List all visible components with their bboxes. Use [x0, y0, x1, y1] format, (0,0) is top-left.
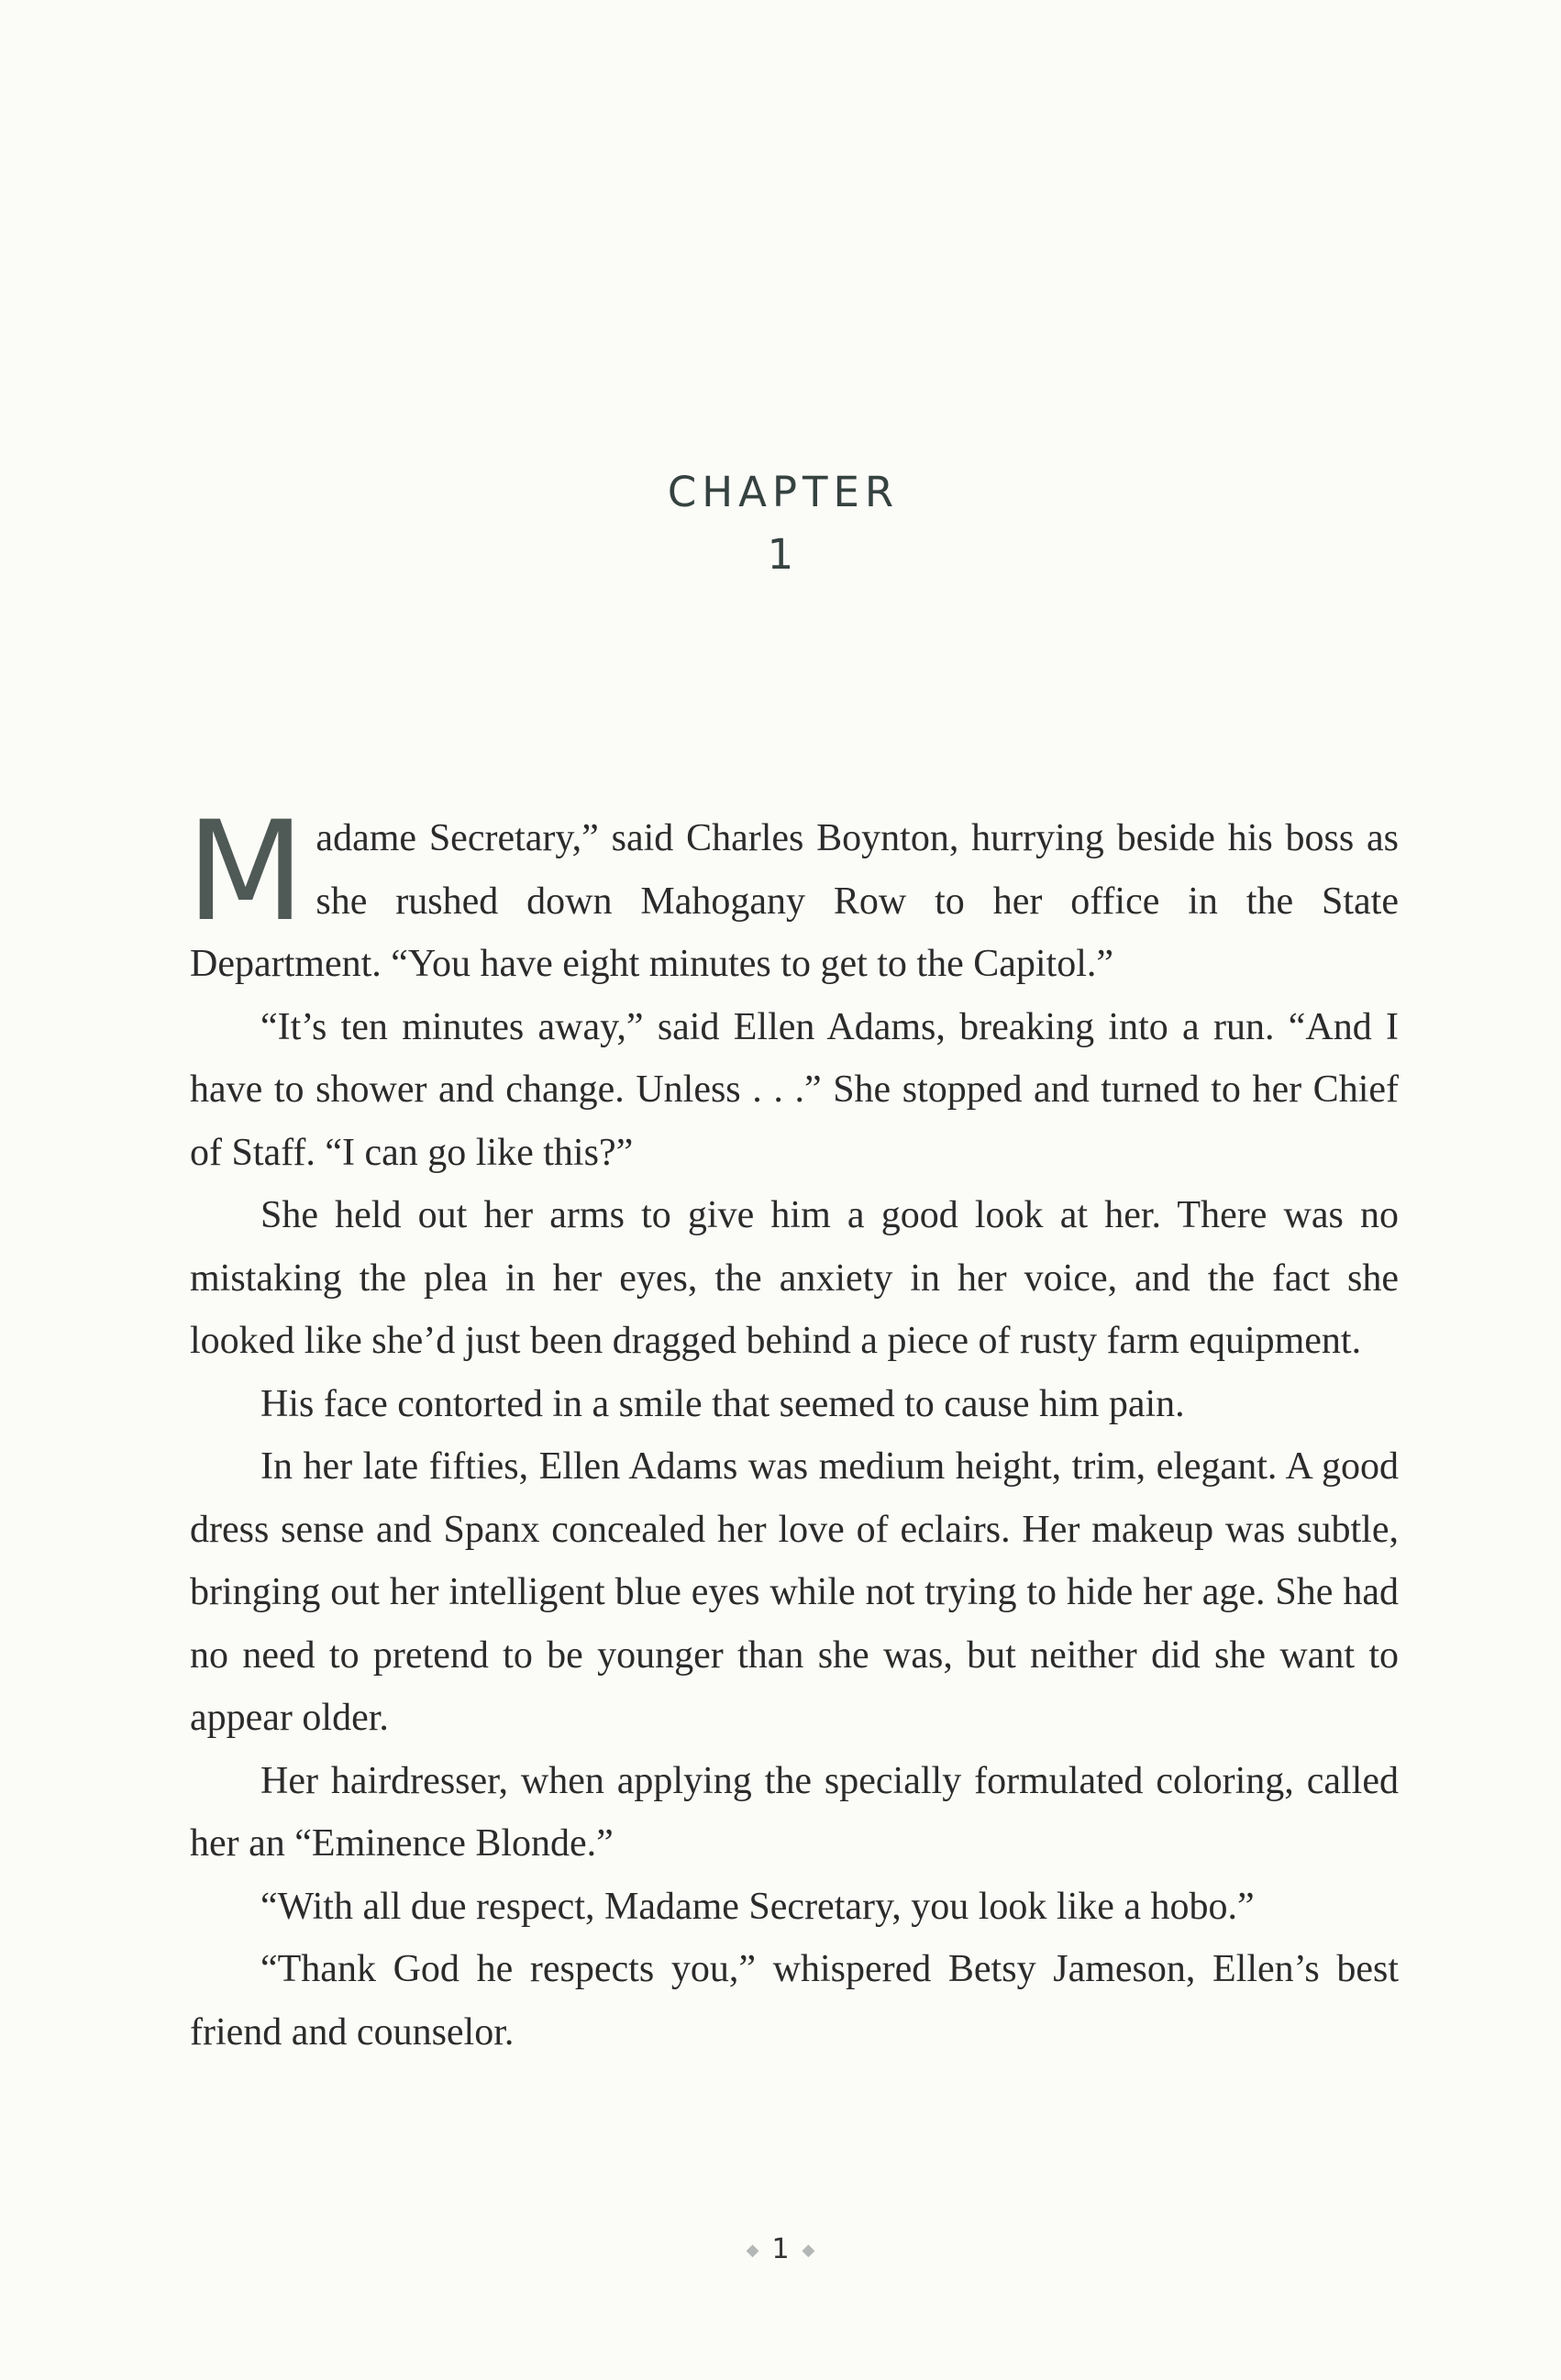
folio-ornament-left-icon: ◆ — [746, 2241, 759, 2260]
paragraph-4: His face contorted in a smile that seemed to cause him pain. — [260, 1382, 1185, 1425]
paragraph-3: She held out her arms to give him a good look at her. There was no mistaking the plea in her eyes, the anxiety in her voice, and the fact she looked like she’d just been dragged behind a piece of rusty farm equipment. — [190, 1194, 1399, 1362]
folio-ornament-right-icon: ◆ — [802, 2241, 815, 2260]
drop-cap: M — [186, 792, 305, 952]
paragraph-8: “Thank God he respects you,” whispered Betsy Jameson, Ellen’s best friend and counselor. — [190, 1948, 1399, 2053]
paragraph-5: In her late fifties, Ellen Adams was medium height, trim, elegant. A good dress sense and Spanx concealed her love of eclairs. Her makeup was subtle, bringing out her intelligent blue eyes while not trying to hide her age. She had no need to pretend to be younger than she was, but neither did she want to appear older. — [190, 1445, 1399, 1739]
paragraph-2: “It’s ten minutes away,” said Ellen Adams, breaking into a run. “And I have to shower and change. Unless . . .” She stopped and turned to her Chief of Staff. “I can go like this?” — [190, 1005, 1399, 1174]
chapter-label: CHAPTER — [667, 468, 900, 516]
chapter-number: 1 — [767, 530, 794, 579]
chapter-body — [186, 792, 1399, 2064]
paragraph-1 — [186, 792, 1399, 996]
paragraph-7: “With all due respect, Madame Secretary, you look like a hobo.” — [260, 1885, 1255, 1928]
page-folio — [0, 2233, 1561, 2265]
paragraph-1-text: adame Secretary,” said Charles Boynton, hurrying beside his boss as she rushed down Mahogany Row to her office in the State Department. “You have eight minutes to get to the Capitol.” — [190, 817, 1399, 985]
page-number: 1 — [771, 2233, 790, 2265]
paragraph-6: Her hairdresser, when applying the specially formulated coloring, called her an “Eminence Blonde.” — [190, 1759, 1399, 1865]
chapter-heading — [0, 463, 1561, 584]
